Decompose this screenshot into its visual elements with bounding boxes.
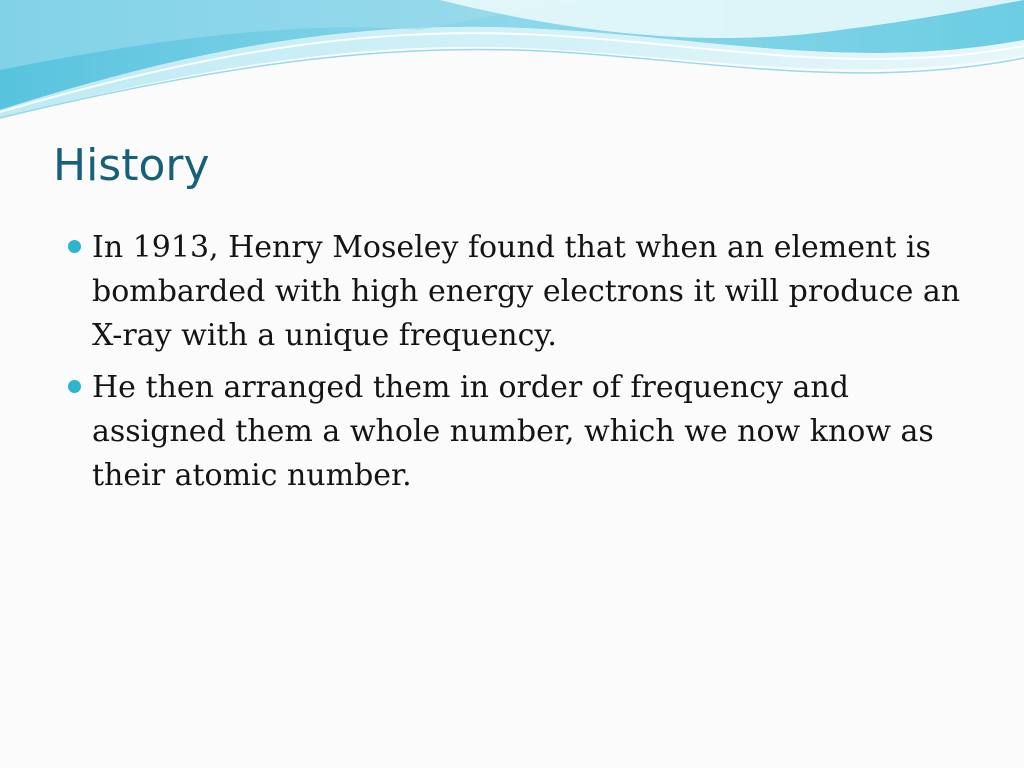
wave-decoration	[0, 0, 1024, 130]
slide-title: History	[53, 140, 210, 191]
bullet-item	[64, 226, 964, 358]
bullet-dot-icon	[68, 240, 81, 253]
bullet-text: He then arranged them in order of frequency and assigned them a whole number, which we now know as their atomic number.	[92, 370, 934, 493]
bullet-dot-icon	[68, 380, 81, 393]
bullet-text: In 1913, Henry Moseley found that when an element is bombarded with high energy electrons it will produce an X-ray with a unique frequency.	[92, 230, 961, 353]
bullet-item	[64, 366, 964, 498]
bullet-list	[64, 226, 964, 506]
